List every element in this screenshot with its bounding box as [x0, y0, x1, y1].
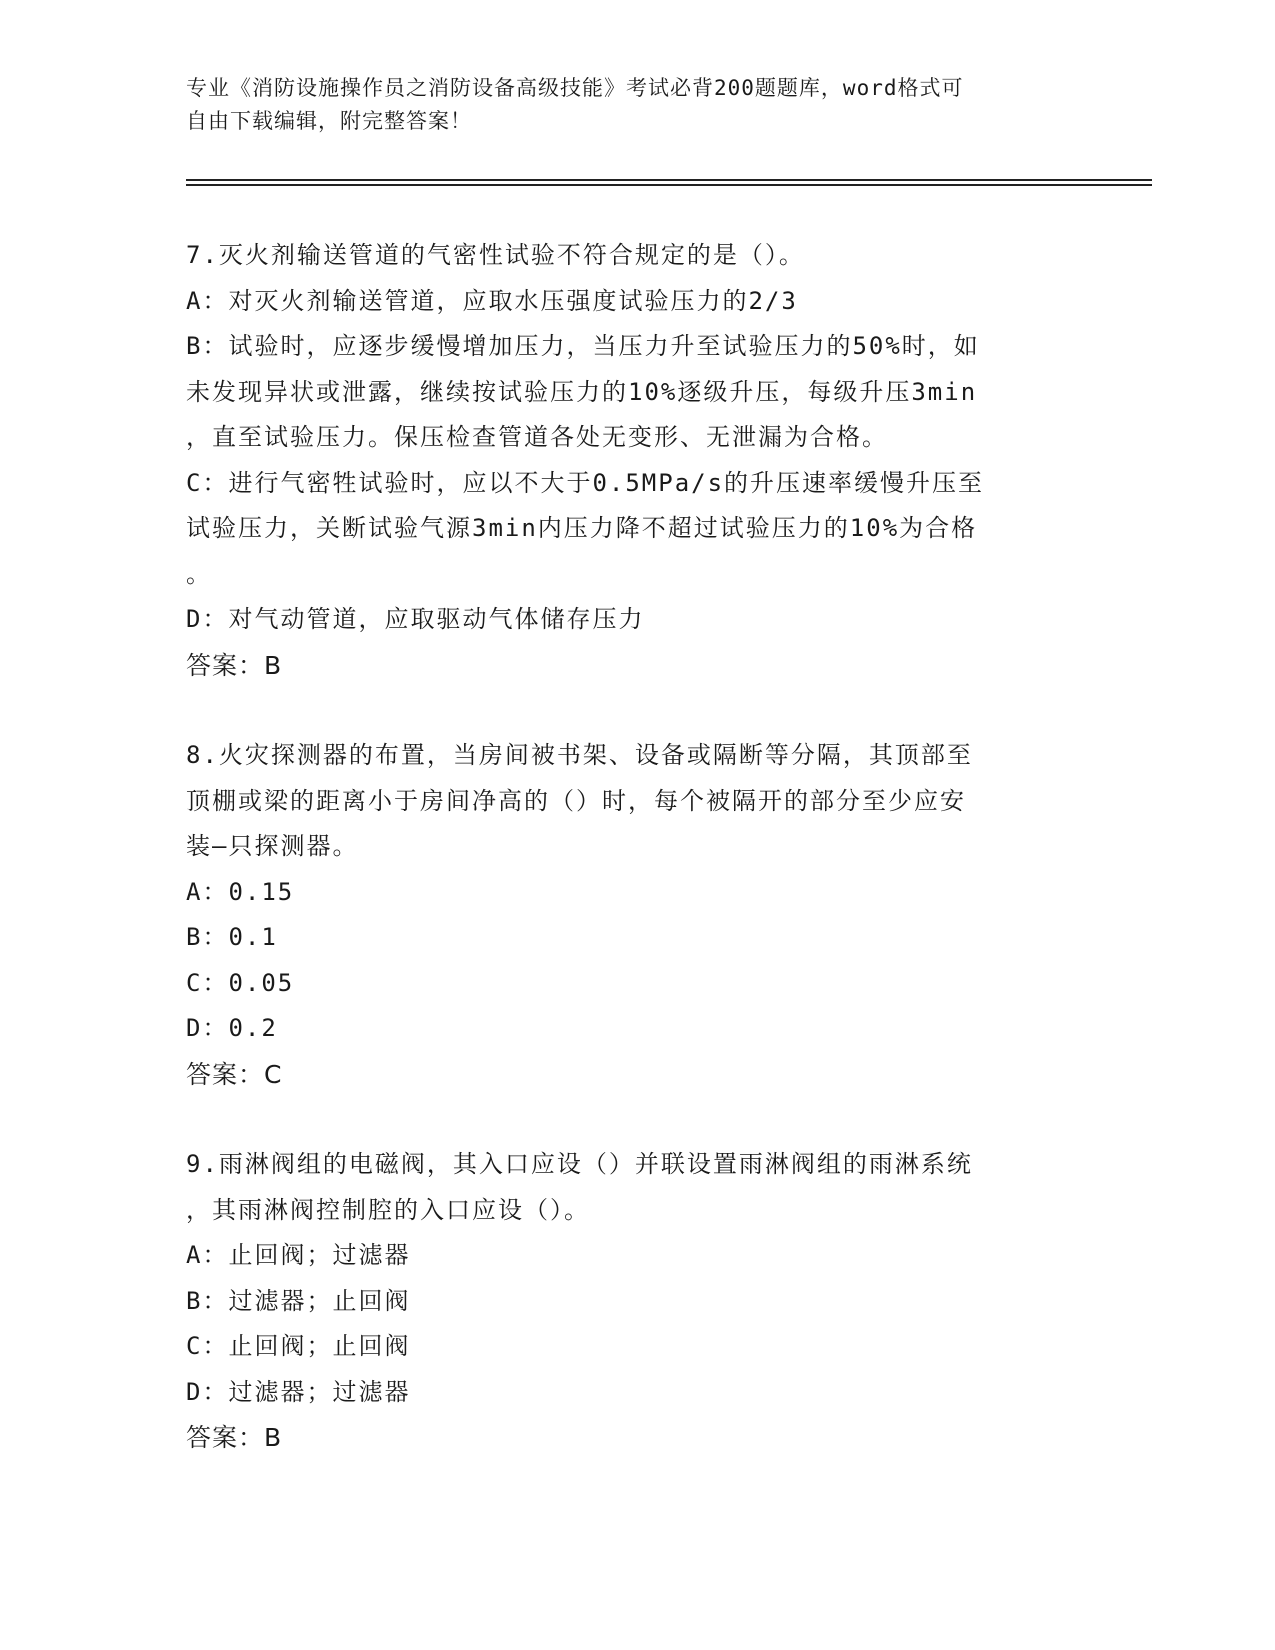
option-a: A：0.15	[186, 877, 295, 906]
answer-label: 答案：C	[186, 1059, 283, 1089]
option-b-line-3: ，直至试验压力。保压检查管道各处无变形、无泄漏为合格。	[186, 423, 888, 451]
option-d: D：过滤器；过滤器	[186, 1377, 411, 1406]
question-stem-line-1: 8.火灾探测器的布置，当房间被书架、设备或隔断等分隔，其顶部至	[186, 741, 973, 769]
document-header	[186, 72, 1066, 138]
option-c-line-3: 。	[186, 559, 212, 588]
question-stem-line-2: 顶棚或梁的距离小于房间净高的（）时，每个被隔开的部分至少应安	[186, 786, 966, 815]
question-8	[186, 733, 1066, 1097]
header-divider-bottom	[186, 184, 1152, 186]
spacer	[186, 1097, 1066, 1142]
option-c: C：止回阀；止回阀	[186, 1332, 411, 1360]
question-stem-line-2: ，其雨淋阀控制腔的入口应设（）。	[186, 1195, 590, 1224]
question-stem: 7.灭火剂输送管道的气密性试验不符合规定的是（）。	[186, 241, 805, 269]
answer-label: 答案：B	[186, 650, 283, 680]
question-stem-line-1: 9.雨淋阀组的电磁阀，其入口应设（）并联设置雨淋阀组的雨淋系统	[186, 1150, 973, 1178]
option-d: D：对气动管道，应取驱动气体储存压力	[186, 605, 645, 633]
option-a: A：对灭火剂输送管道，应取水压强度试验压力的2/3	[186, 286, 798, 315]
header-divider-top	[186, 179, 1152, 181]
option-c-line-1: C：进行气密牲试验时，应以不大于0.5MPa/s的升压速率缓慢升压至	[186, 468, 985, 497]
option-b-line-2: 未发现异状或泄露，继续按试验压力的10%逐级升压，每级升压3min	[186, 377, 978, 406]
header-line-1: 专业《消防设施操作员之消防设备高级技能》考试必背200题题库，word格式可	[186, 76, 964, 100]
option-b: B：过滤器；止回阀	[186, 1286, 411, 1315]
question-7	[186, 233, 1066, 688]
answer-label: 答案：B	[186, 1423, 283, 1452]
question-stem-line-3: 装—只探测器。	[186, 832, 359, 860]
option-b-line-1: B：试验时，应逐步缓慢增加压力，当压力升至试验压力的50%时，如	[186, 332, 980, 360]
option-b: B：0.1	[186, 923, 278, 951]
option-c: C：0.05	[186, 968, 295, 997]
header-line-2: 自由下载编辑，附完整答案！	[186, 109, 472, 133]
option-a: A：止回阀；过滤器	[186, 1241, 411, 1269]
spacer	[186, 688, 1066, 733]
question-9	[186, 1142, 1066, 1461]
option-d: D：0.2	[186, 1014, 278, 1042]
question-list	[186, 233, 1066, 1461]
option-c-line-2: 试验压力，关断试验气源3min内压力降不超过试验压力的10%为合格	[186, 514, 978, 542]
